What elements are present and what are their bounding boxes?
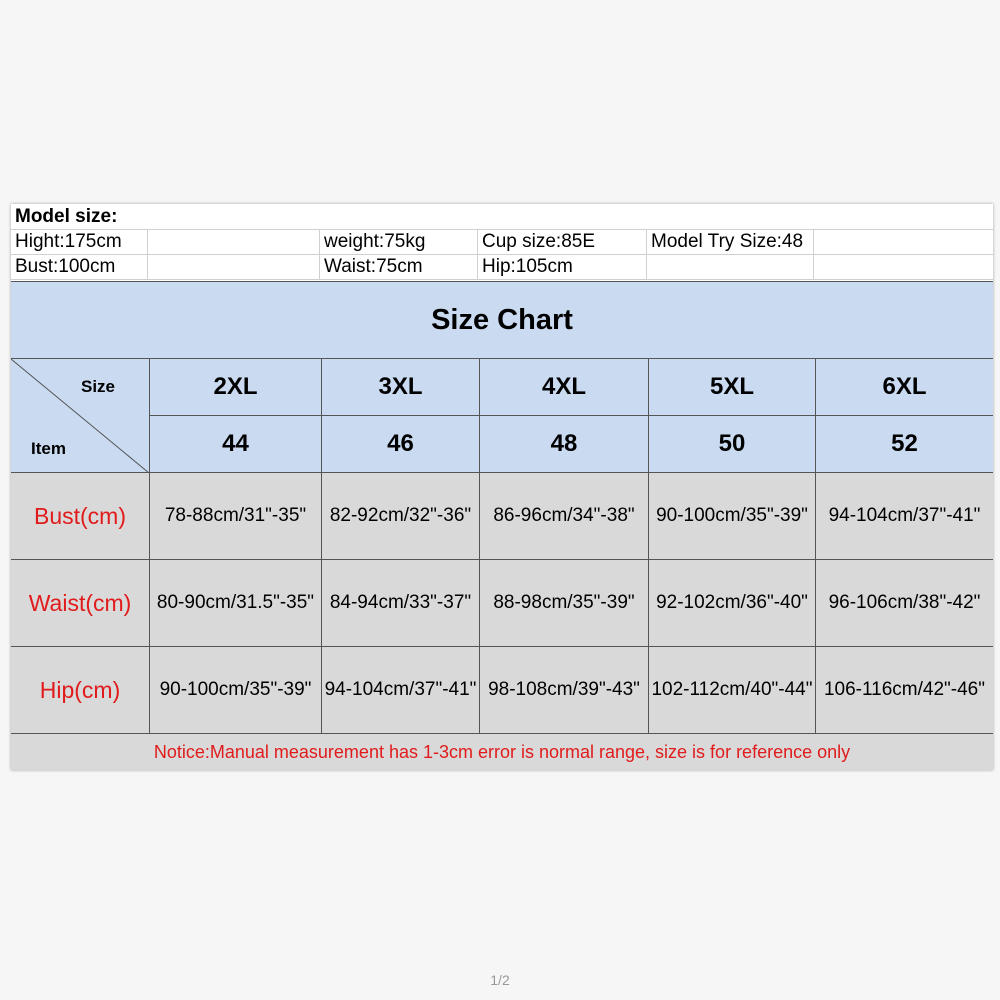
- model-empty-cell: [814, 255, 993, 280]
- model-empty-cell: [148, 230, 320, 255]
- size-header-label: Size: [81, 377, 116, 396]
- table-cell: 106-116cm/42"-46": [815, 646, 993, 733]
- model-bust: Bust:100cm: [11, 255, 148, 280]
- size-number-46: 46: [321, 415, 479, 472]
- model-size-title: Model size:: [11, 204, 993, 230]
- row-label-waist: Waist(cm): [11, 559, 149, 646]
- model-weight: weight:75kg: [320, 230, 478, 255]
- table-cell: 90-100cm/35"-39": [648, 472, 815, 559]
- size-number-44: 44: [149, 415, 321, 472]
- size-number-50: 50: [648, 415, 815, 472]
- row-label-hip: Hip(cm): [11, 646, 149, 733]
- row-label-bust: Bust(cm): [11, 472, 149, 559]
- model-empty-cell: [148, 255, 320, 280]
- notice-text: Notice:Manual measurement has 1-3cm error is normal range, size is for reference only: [11, 733, 993, 770]
- model-empty-cell: [814, 230, 993, 255]
- model-cup-size: Cup size:85E: [478, 230, 647, 255]
- size-number-52: 52: [815, 415, 993, 472]
- table-cell: 92-102cm/36"-40": [648, 559, 815, 646]
- size-header-2xl: 2XL: [149, 358, 321, 415]
- table-cell: 88-98cm/35"-39": [479, 559, 648, 646]
- table-cell: 94-104cm/37"-41": [815, 472, 993, 559]
- size-number-48: 48: [479, 415, 648, 472]
- model-height: Hight:175cm: [11, 230, 148, 255]
- model-try-size: Model Try Size:48: [647, 230, 814, 255]
- table-cell: 102-112cm/40"-44": [648, 646, 815, 733]
- table-cell: 80-90cm/31.5"-35": [149, 559, 321, 646]
- table-cell: 86-96cm/34"-38": [479, 472, 648, 559]
- table-cell: 96-106cm/38"-42": [815, 559, 993, 646]
- model-hip: Hip:105cm: [478, 255, 647, 280]
- model-waist: Waist:75cm: [320, 255, 478, 280]
- table-cell: 94-104cm/37"-41": [321, 646, 479, 733]
- size-chart-sheet: [11, 204, 993, 770]
- table-cell: 78-88cm/31"-35": [149, 472, 321, 559]
- table-cell: 84-94cm/33"-37": [321, 559, 479, 646]
- size-item-corner-cell: [11, 358, 149, 472]
- size-header-5xl: 5XL: [648, 358, 815, 415]
- table-cell: 82-92cm/32"-36": [321, 472, 479, 559]
- size-header-4xl: 4XL: [479, 358, 648, 415]
- table-cell: 98-108cm/39"-43": [479, 646, 648, 733]
- model-empty-cell: [647, 255, 814, 280]
- size-header-3xl: 3XL: [321, 358, 479, 415]
- size-chart-title: Size Chart: [11, 281, 993, 358]
- page-indicator: 1/2: [490, 972, 510, 988]
- size-header-6xl: 6XL: [815, 358, 993, 415]
- item-header-label: Item: [31, 439, 66, 458]
- table-cell: 90-100cm/35"-39": [149, 646, 321, 733]
